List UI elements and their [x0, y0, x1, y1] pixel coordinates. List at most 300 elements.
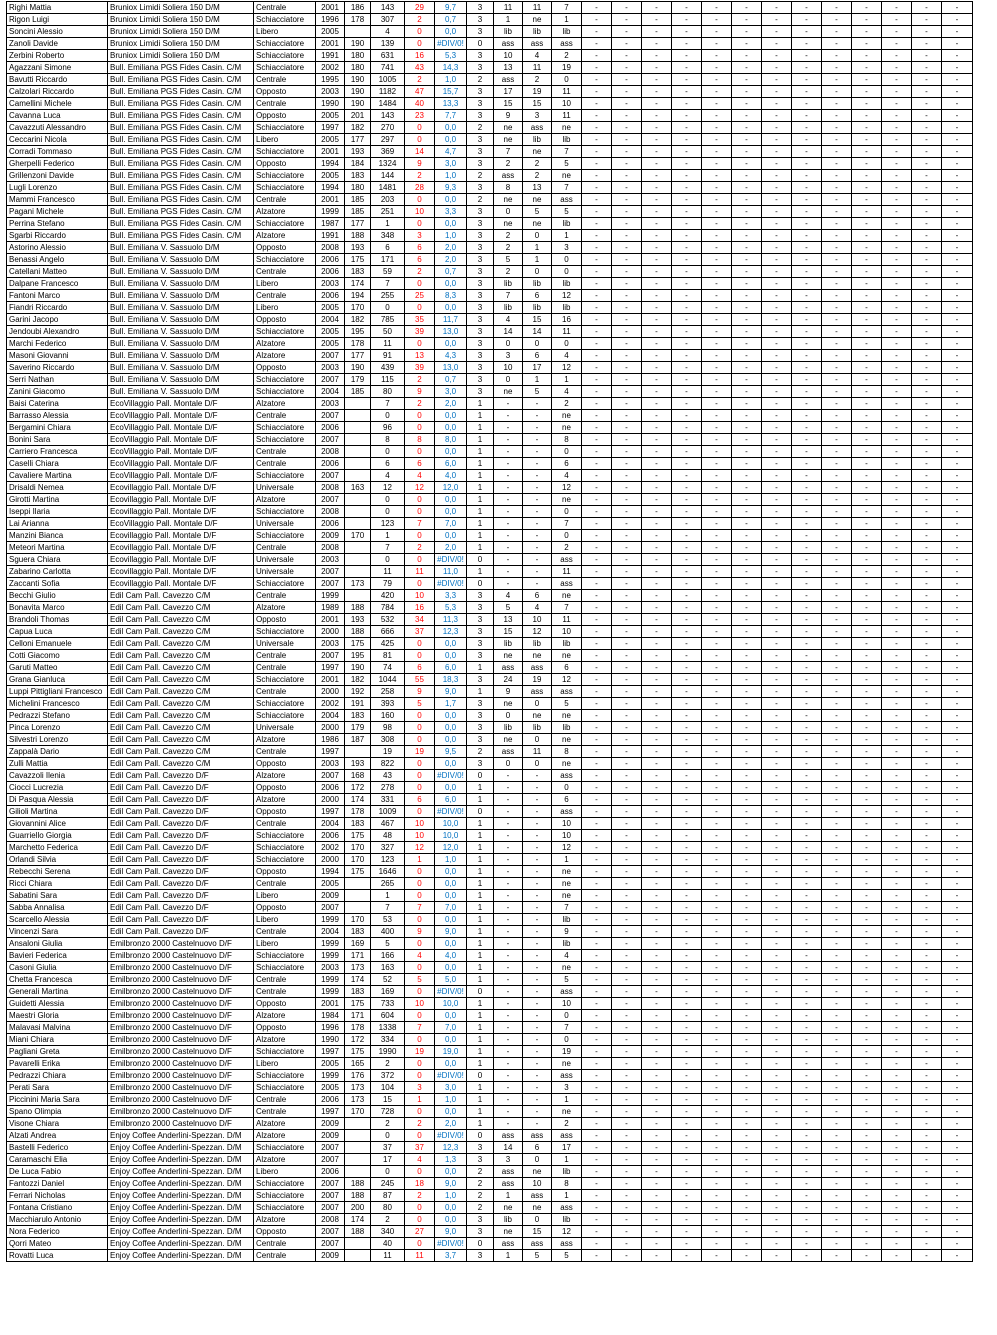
match1-cell: ass — [494, 1130, 523, 1142]
birth-year-cell: 2007 — [316, 1202, 345, 1214]
match3-cell: 1 — [552, 230, 582, 242]
match-points-cell: 2 — [405, 266, 435, 278]
empty-match-cell: - — [702, 146, 732, 158]
empty-match-cell: - — [762, 674, 792, 686]
empty-match-cell: - — [912, 1190, 942, 1202]
empty-match-cell: - — [792, 806, 822, 818]
average-cell: 1,7 — [435, 698, 467, 710]
empty-match-cell: - — [762, 974, 792, 986]
birth-year-cell: 1999 — [316, 974, 345, 986]
empty-match-cell: - — [882, 1130, 912, 1142]
empty-match-cell: - — [822, 1058, 852, 1070]
empty-match-cell: - — [582, 122, 612, 134]
empty-match-cell: - — [822, 1226, 852, 1238]
birth-year-cell: 2005 — [316, 1058, 345, 1070]
empty-match-cell: - — [762, 1082, 792, 1094]
empty-match-cell: - — [612, 518, 642, 530]
empty-match-cell: - — [852, 590, 882, 602]
empty-match-cell: - — [882, 902, 912, 914]
birth-year-cell: 2006 — [316, 266, 345, 278]
empty-match-cell: - — [762, 794, 792, 806]
empty-match-cell: - — [882, 182, 912, 194]
empty-match-cell: - — [822, 938, 852, 950]
match1-cell: ne — [494, 1226, 523, 1238]
empty-match-cell: - — [942, 890, 973, 902]
match-points-cell: 12 — [405, 482, 435, 494]
matches-cell: 1 — [467, 974, 494, 986]
average-cell: 0,0 — [435, 1166, 467, 1178]
empty-match-cell: - — [702, 878, 732, 890]
empty-match-cell: - — [612, 506, 642, 518]
empty-match-cell: - — [852, 158, 882, 170]
role-cell: Schiacciatore — [254, 1190, 316, 1202]
empty-match-cell: - — [822, 290, 852, 302]
match-points-cell: 2 — [405, 1118, 435, 1130]
empty-match-cell: - — [942, 638, 973, 650]
height-cell — [345, 890, 371, 902]
empty-match-cell: - — [672, 290, 702, 302]
table-row — [7, 866, 973, 878]
empty-match-cell: - — [762, 1010, 792, 1022]
empty-match-cell: - — [762, 866, 792, 878]
table-row — [7, 422, 973, 434]
role-cell: Opposto — [254, 314, 316, 326]
empty-match-cell: - — [582, 1010, 612, 1022]
empty-match-cell: - — [612, 1190, 642, 1202]
height-cell — [345, 1142, 371, 1154]
birth-year-cell: 2009 — [316, 890, 345, 902]
role-cell: Schiacciatore — [254, 170, 316, 182]
birth-year-cell: 2007 — [316, 410, 345, 422]
empty-match-cell: - — [882, 518, 912, 530]
role-cell: Alzatore — [254, 1118, 316, 1130]
matches-cell: 1 — [467, 422, 494, 434]
team-cell: Bull. Emiliana PGS Fides Casin. C/M — [108, 230, 254, 242]
team-cell: Bruniox Limidi Soliera 150 D/M — [108, 38, 254, 50]
empty-match-cell: - — [882, 818, 912, 830]
empty-match-cell: - — [822, 1106, 852, 1118]
match1-cell: - — [494, 446, 523, 458]
empty-match-cell: - — [612, 590, 642, 602]
empty-match-cell: - — [672, 566, 702, 578]
empty-match-cell: - — [942, 1238, 973, 1250]
total-points-cell: 144 — [371, 170, 405, 182]
empty-match-cell: - — [822, 1154, 852, 1166]
role-cell: Centrale — [254, 1250, 316, 1262]
matches-cell: 1 — [467, 494, 494, 506]
empty-match-cell: - — [882, 314, 912, 326]
empty-match-cell: - — [762, 1118, 792, 1130]
match-points-cell: 0 — [405, 122, 435, 134]
player-name-cell: Mammi Francesco — [7, 194, 108, 206]
empty-match-cell: - — [672, 74, 702, 86]
empty-match-cell: - — [822, 854, 852, 866]
player-name-cell: Ciocci Lucrezia — [7, 782, 108, 794]
average-cell: 13,0 — [435, 326, 467, 338]
match3-cell: 3 — [552, 242, 582, 254]
empty-match-cell: - — [612, 926, 642, 938]
empty-match-cell: - — [672, 578, 702, 590]
empty-match-cell: - — [882, 650, 912, 662]
empty-match-cell: - — [732, 26, 762, 38]
match1-cell: - — [494, 1058, 523, 1070]
empty-match-cell: - — [612, 710, 642, 722]
empty-match-cell: - — [822, 26, 852, 38]
table-row — [7, 566, 973, 578]
empty-match-cell: - — [732, 926, 762, 938]
player-name-cell: Perati Sara — [7, 1082, 108, 1094]
match-points-cell: 0 — [405, 1010, 435, 1022]
height-cell — [345, 1166, 371, 1178]
empty-match-cell: - — [882, 1118, 912, 1130]
matches-cell: 2 — [467, 1166, 494, 1178]
player-name-cell: Piccinini Maria Sara — [7, 1094, 108, 1106]
height-cell: 172 — [345, 782, 371, 794]
role-cell: Schiacciatore — [254, 506, 316, 518]
average-cell: 0,0 — [435, 710, 467, 722]
team-cell: Edil Cam Pall. Cavezzo C/M — [108, 758, 254, 770]
empty-match-cell: - — [762, 110, 792, 122]
total-points-cell: 439 — [371, 362, 405, 374]
height-cell: 190 — [345, 86, 371, 98]
empty-match-cell: - — [582, 110, 612, 122]
match-points-cell: 8 — [405, 434, 435, 446]
empty-match-cell: - — [912, 122, 942, 134]
empty-match-cell: - — [792, 758, 822, 770]
match2-cell: ass — [523, 1130, 552, 1142]
team-cell: Edil Cam Pall. Cavezzo D/F — [108, 842, 254, 854]
empty-match-cell: - — [912, 1154, 942, 1166]
empty-match-cell: - — [942, 818, 973, 830]
total-points-cell: 1481 — [371, 182, 405, 194]
empty-match-cell: - — [702, 602, 732, 614]
empty-match-cell: - — [732, 146, 762, 158]
role-cell: Universale — [254, 566, 316, 578]
empty-match-cell: - — [702, 122, 732, 134]
empty-match-cell: - — [642, 1214, 672, 1226]
empty-match-cell: - — [762, 446, 792, 458]
empty-match-cell: - — [942, 938, 973, 950]
empty-match-cell: - — [642, 542, 672, 554]
match3-cell: ne — [552, 170, 582, 182]
table-row — [7, 686, 973, 698]
average-cell: 6,0 — [435, 662, 467, 674]
empty-match-cell: - — [642, 266, 672, 278]
empty-match-cell: - — [642, 602, 672, 614]
matches-cell: 2 — [467, 194, 494, 206]
player-name-cell: Cavaliere Martina — [7, 470, 108, 482]
average-cell: 3,3 — [435, 206, 467, 218]
height-cell: 178 — [345, 14, 371, 26]
match-points-cell: 11 — [405, 1250, 435, 1262]
empty-match-cell: - — [942, 770, 973, 782]
empty-match-cell: - — [642, 458, 672, 470]
empty-match-cell: - — [912, 614, 942, 626]
height-cell: 170 — [345, 914, 371, 926]
empty-match-cell: - — [672, 1082, 702, 1094]
role-cell: Centrale — [254, 926, 316, 938]
empty-match-cell: - — [942, 758, 973, 770]
empty-match-cell: - — [882, 338, 912, 350]
matches-cell: 0 — [467, 1070, 494, 1082]
match-points-cell: 0 — [405, 770, 435, 782]
empty-match-cell: - — [702, 422, 732, 434]
empty-match-cell: - — [732, 362, 762, 374]
team-cell: Ecovillaggio Pall. Montale D/F — [108, 578, 254, 590]
empty-match-cell: - — [732, 1214, 762, 1226]
table-row — [7, 1070, 973, 1082]
average-cell: 10,0 — [435, 818, 467, 830]
empty-match-cell: - — [702, 542, 732, 554]
empty-match-cell: - — [582, 374, 612, 386]
total-points-cell: 80 — [371, 1202, 405, 1214]
average-cell: 6,0 — [435, 458, 467, 470]
height-cell: 170 — [345, 842, 371, 854]
empty-match-cell: - — [942, 338, 973, 350]
average-cell: 5,3 — [435, 50, 467, 62]
match3-cell: ne — [552, 410, 582, 422]
empty-match-cell: - — [732, 1118, 762, 1130]
match1-cell: - — [494, 494, 523, 506]
birth-year-cell: 2003 — [316, 638, 345, 650]
total-points-cell: 270 — [371, 122, 405, 134]
empty-match-cell: - — [882, 746, 912, 758]
empty-match-cell: - — [942, 722, 973, 734]
empty-match-cell: - — [732, 566, 762, 578]
average-cell: 0,0 — [435, 962, 467, 974]
table-row — [7, 194, 973, 206]
match1-cell: 15 — [494, 626, 523, 638]
empty-match-cell: - — [702, 410, 732, 422]
empty-match-cell: - — [762, 962, 792, 974]
empty-match-cell: - — [912, 290, 942, 302]
table-row — [7, 38, 973, 50]
empty-match-cell: - — [852, 182, 882, 194]
empty-match-cell: - — [762, 1214, 792, 1226]
team-cell: Edil Cam Pall. Cavezzo D/F — [108, 794, 254, 806]
empty-match-cell: - — [612, 866, 642, 878]
empty-match-cell: - — [792, 26, 822, 38]
empty-match-cell: - — [792, 722, 822, 734]
table-row — [7, 1046, 973, 1058]
match-points-cell: 19 — [405, 746, 435, 758]
match3-cell: 5 — [552, 974, 582, 986]
total-points-cell: 733 — [371, 998, 405, 1010]
empty-match-cell: - — [912, 146, 942, 158]
empty-match-cell: - — [912, 14, 942, 26]
empty-match-cell: - — [582, 842, 612, 854]
birth-year-cell: 2006 — [316, 782, 345, 794]
empty-match-cell: - — [822, 1214, 852, 1226]
role-cell: Opposto — [254, 86, 316, 98]
empty-match-cell: - — [672, 866, 702, 878]
empty-match-cell: - — [642, 362, 672, 374]
empty-match-cell: - — [852, 266, 882, 278]
role-cell: Schiacciatore — [254, 386, 316, 398]
empty-match-cell: - — [672, 302, 702, 314]
player-name-cell: Grillenzoni Davide — [7, 170, 108, 182]
player-name-cell: Grana Gianluca — [7, 674, 108, 686]
empty-match-cell: - — [942, 854, 973, 866]
team-cell: Emilbronzo 2000 Castelnuovo D/F — [108, 1022, 254, 1034]
empty-match-cell: - — [762, 998, 792, 1010]
empty-match-cell: - — [762, 710, 792, 722]
role-cell: Opposto — [254, 242, 316, 254]
empty-match-cell: - — [942, 878, 973, 890]
table-row — [7, 146, 973, 158]
average-cell: 0,0 — [435, 890, 467, 902]
table-row — [7, 230, 973, 242]
match2-cell: - — [523, 902, 552, 914]
match3-cell: 11 — [552, 614, 582, 626]
match2-cell: lib — [523, 26, 552, 38]
match2-cell: 17 — [523, 362, 552, 374]
empty-match-cell: - — [702, 950, 732, 962]
empty-match-cell: - — [882, 1058, 912, 1070]
match-points-cell: 39 — [405, 362, 435, 374]
match-points-cell: 35 — [405, 314, 435, 326]
empty-match-cell: - — [732, 38, 762, 50]
empty-match-cell: - — [942, 974, 973, 986]
empty-match-cell: - — [822, 1082, 852, 1094]
match1-cell: - — [494, 818, 523, 830]
match1-cell: - — [494, 1082, 523, 1094]
table-row — [7, 1142, 973, 1154]
match-points-cell: 37 — [405, 626, 435, 638]
matches-cell: 1 — [467, 470, 494, 482]
match3-cell: 6 — [552, 458, 582, 470]
role-cell: Schiacciatore — [254, 830, 316, 842]
table-row — [7, 62, 973, 74]
empty-match-cell: - — [852, 1154, 882, 1166]
matches-cell: 1 — [467, 1118, 494, 1130]
match-points-cell: 0 — [405, 506, 435, 518]
empty-match-cell: - — [762, 50, 792, 62]
role-cell: Schiacciatore — [254, 218, 316, 230]
total-points-cell: 348 — [371, 230, 405, 242]
empty-match-cell: - — [612, 1022, 642, 1034]
empty-match-cell: - — [582, 926, 612, 938]
empty-match-cell: - — [642, 338, 672, 350]
empty-match-cell: - — [912, 710, 942, 722]
match2-cell: ass — [523, 122, 552, 134]
average-cell: 9,0 — [435, 926, 467, 938]
average-cell: 11,7 — [435, 314, 467, 326]
empty-match-cell: - — [582, 1022, 612, 1034]
empty-match-cell: - — [762, 950, 792, 962]
empty-match-cell: - — [942, 482, 973, 494]
player-name-cell: Capua Luca — [7, 626, 108, 638]
empty-match-cell: - — [852, 122, 882, 134]
empty-match-cell: - — [852, 386, 882, 398]
birth-year-cell: 2008 — [316, 446, 345, 458]
empty-match-cell: - — [882, 494, 912, 506]
match-points-cell: 25 — [405, 290, 435, 302]
empty-match-cell: - — [672, 1058, 702, 1070]
match-points-cell: 3 — [405, 1082, 435, 1094]
empty-match-cell: - — [642, 386, 672, 398]
empty-match-cell: - — [582, 1190, 612, 1202]
empty-match-cell: - — [942, 1106, 973, 1118]
empty-match-cell: - — [792, 974, 822, 986]
team-cell: EcoVillaggio Pall. Montale D/F — [108, 410, 254, 422]
empty-match-cell: - — [582, 362, 612, 374]
empty-match-cell: - — [942, 170, 973, 182]
empty-match-cell: - — [642, 842, 672, 854]
empty-match-cell: - — [762, 86, 792, 98]
total-points-cell: 741 — [371, 62, 405, 74]
empty-match-cell: - — [882, 1178, 912, 1190]
role-cell: Alzatore — [254, 206, 316, 218]
empty-match-cell: - — [852, 350, 882, 362]
empty-match-cell: - — [762, 1142, 792, 1154]
empty-match-cell: - — [882, 662, 912, 674]
match-points-cell: 0 — [405, 890, 435, 902]
empty-match-cell: - — [582, 1094, 612, 1106]
team-cell: Emilbronzo 2000 Castelnuovo D/F — [108, 1094, 254, 1106]
match-points-cell: 0 — [405, 1130, 435, 1142]
matches-cell: 0 — [467, 770, 494, 782]
empty-match-cell: - — [582, 314, 612, 326]
height-cell — [345, 518, 371, 530]
match3-cell: lib — [552, 278, 582, 290]
empty-match-cell: - — [822, 770, 852, 782]
empty-match-cell: - — [612, 938, 642, 950]
match3-cell: 0 — [552, 266, 582, 278]
total-points-cell: 0 — [371, 302, 405, 314]
empty-match-cell: - — [852, 578, 882, 590]
empty-match-cell: - — [762, 746, 792, 758]
empty-match-cell: - — [762, 506, 792, 518]
empty-match-cell: - — [942, 554, 973, 566]
empty-match-cell: - — [912, 1118, 942, 1130]
birth-year-cell: 2001 — [316, 674, 345, 686]
matches-cell: 1 — [467, 914, 494, 926]
empty-match-cell: - — [732, 974, 762, 986]
table-row — [7, 110, 973, 122]
role-cell: Centrale — [254, 194, 316, 206]
team-cell: Emilbronzo 2000 Castelnuovo D/F — [108, 974, 254, 986]
empty-match-cell: - — [582, 962, 612, 974]
match2-cell: - — [523, 770, 552, 782]
empty-match-cell: - — [672, 626, 702, 638]
player-name-cell: Bavutti Riccardo — [7, 74, 108, 86]
total-points-cell: 308 — [371, 734, 405, 746]
empty-match-cell: - — [732, 842, 762, 854]
empty-match-cell: - — [822, 974, 852, 986]
empty-match-cell: - — [582, 254, 612, 266]
match-points-cell: 0 — [405, 1034, 435, 1046]
total-points-cell: 1 — [371, 890, 405, 902]
empty-match-cell: - — [912, 194, 942, 206]
empty-match-cell: - — [612, 62, 642, 74]
empty-match-cell: - — [942, 230, 973, 242]
table-row — [7, 434, 973, 446]
empty-match-cell: - — [642, 950, 672, 962]
height-cell: 173 — [345, 578, 371, 590]
match3-cell: 0 — [552, 1034, 582, 1046]
empty-match-cell: - — [852, 446, 882, 458]
match3-cell: 4 — [552, 950, 582, 962]
height-cell: 186 — [345, 2, 371, 14]
empty-match-cell: - — [612, 722, 642, 734]
empty-match-cell: - — [612, 878, 642, 890]
empty-match-cell: - — [912, 902, 942, 914]
empty-match-cell: - — [612, 386, 642, 398]
empty-match-cell: - — [882, 566, 912, 578]
match-points-cell: 0 — [405, 1106, 435, 1118]
player-name-cell: Jendoubi Alexandro — [7, 326, 108, 338]
